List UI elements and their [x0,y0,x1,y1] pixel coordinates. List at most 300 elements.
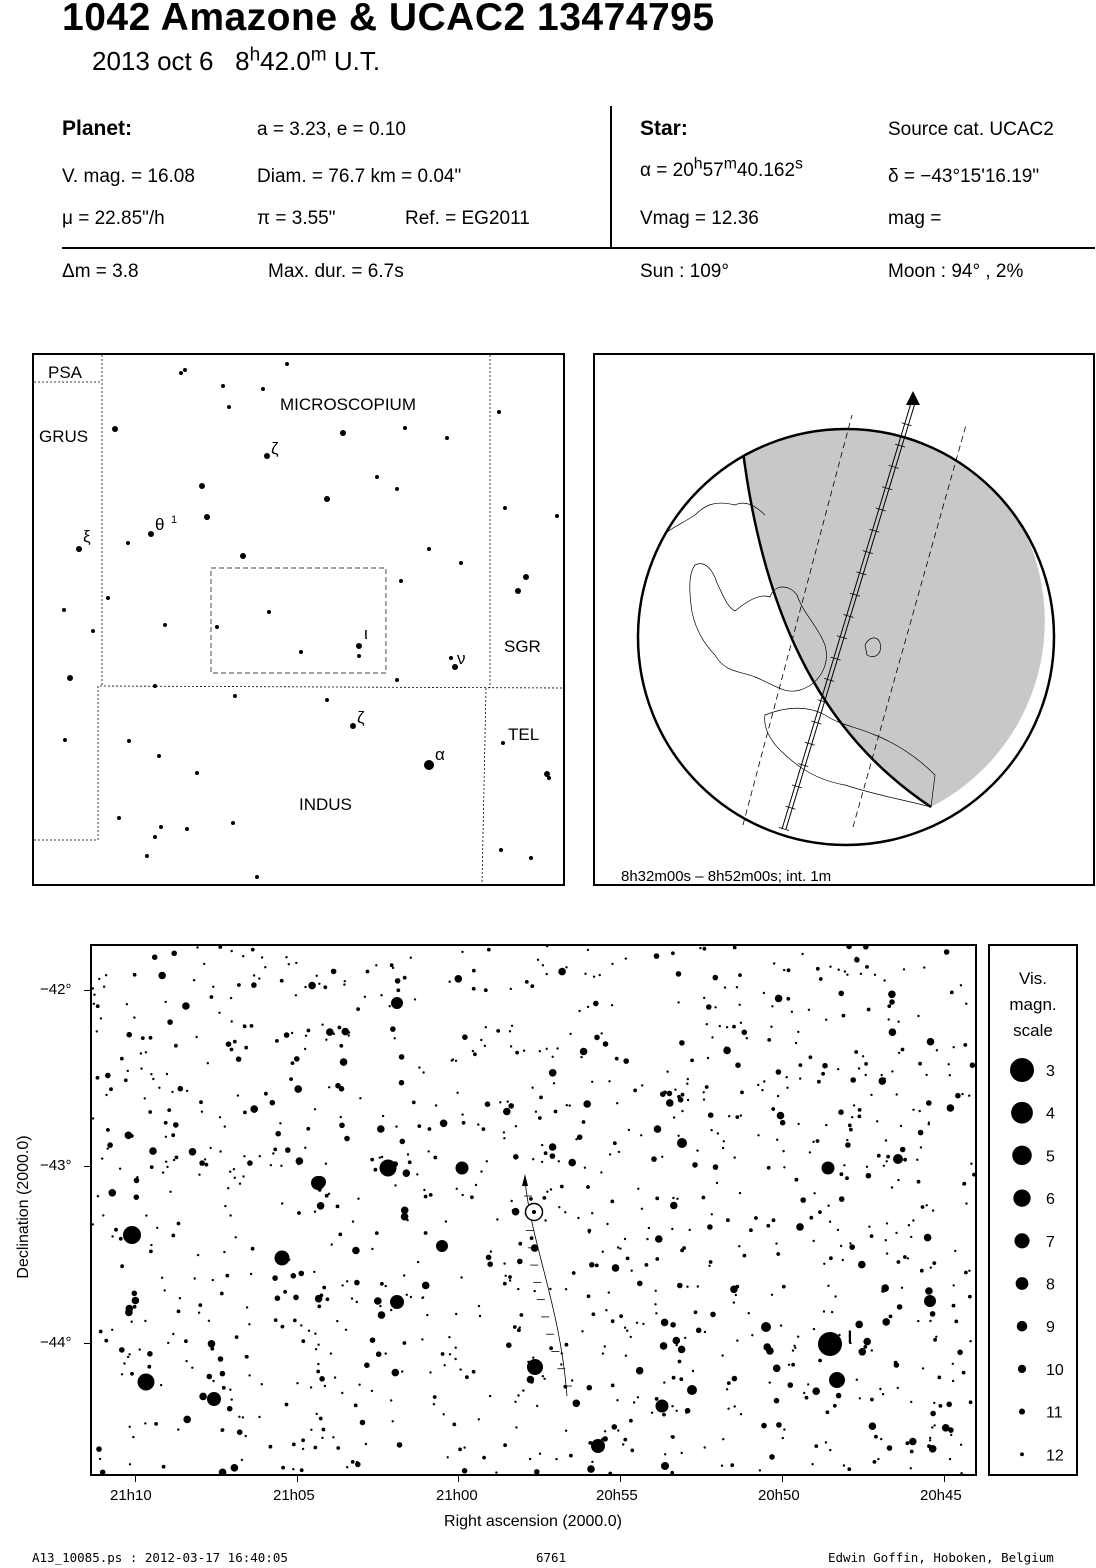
field-star [809,1055,813,1059]
field-star [886,1160,888,1162]
field-star [166,1166,168,1168]
field-star [901,1048,905,1052]
field-star [484,988,488,992]
finder-star [227,405,231,409]
field-star [243,1025,247,1029]
field-star [264,1092,268,1096]
field-star [424,1195,428,1199]
field-star [507,1100,509,1102]
field-star [883,1165,885,1167]
field-star [738,1245,740,1247]
field-star [447,1456,449,1458]
field-star [726,1026,728,1028]
magnitude-drop: Δm = 3.8 [62,261,139,282]
field-star [295,962,297,964]
field-star [609,1153,611,1155]
field-star [870,1398,874,1402]
field-star [264,966,266,968]
field-star [761,1423,767,1429]
field-star [126,1305,134,1313]
field-star [167,1108,171,1112]
field-star [546,1191,548,1193]
field-star [522,1389,524,1391]
field-star [608,1291,610,1293]
field-star [193,979,195,981]
field-star [537,959,539,961]
field-star [456,1188,458,1190]
field-star [918,1062,922,1066]
field-star [549,1143,557,1151]
field-star [774,1398,780,1404]
field-star [541,1144,543,1146]
field-star [165,1001,167,1003]
field-star [210,995,214,999]
field-star [690,1059,694,1063]
field-star [955,1093,961,1099]
field-star [156,1227,158,1229]
field-star [846,946,852,949]
finder-star [63,738,67,742]
field-star [458,1448,462,1452]
footer-author: Edwin Goffin, Hoboken, Belgium [828,1550,1054,1565]
field-star [478,1418,480,1420]
field-star [443,1413,445,1415]
field-star [224,1125,226,1127]
star-label-iota-mic: ι [364,624,368,643]
field-star [292,1468,294,1470]
field-star [485,1101,491,1107]
field-star [891,1186,893,1188]
field-star [449,981,451,983]
field-star [207,1374,213,1380]
field-star [751,1334,753,1336]
field-star [948,1063,950,1065]
field-star [539,1050,541,1052]
field-star [406,1219,408,1221]
field-star [351,1297,353,1299]
field-star [862,1055,864,1057]
field-star [829,1256,833,1260]
field-star [542,1196,546,1200]
field-star [581,1330,583,1332]
field-star [618,1151,620,1153]
field-star [888,1018,890,1020]
field-star [201,1111,203,1113]
field-star [509,1279,511,1281]
field-star [766,1224,770,1228]
field-star [449,1353,451,1355]
field-star [375,1231,379,1235]
field-star [721,1354,723,1356]
field-star [329,1030,331,1032]
field-star [241,1459,243,1461]
field-star [602,1352,604,1354]
field-star [394,1184,396,1186]
field-star [965,1003,967,1005]
field-star [556,1047,558,1049]
field-star [417,1124,421,1128]
field-star [671,1435,675,1439]
field-star [673,1337,681,1345]
field-star [897,1021,899,1023]
legend-swatch [1016,1277,1029,1290]
field-star [877,1154,881,1158]
field-star [791,1011,793,1013]
field-star [212,986,214,988]
field-star [275,1251,290,1266]
field-star [346,1280,348,1282]
field-star [527,1361,529,1363]
finder-star [195,771,199,775]
y-axis-title: Declination (2000.0) [15,1135,32,1279]
legend-mag-label: 3 [1046,1063,1055,1080]
field-star [96,1076,100,1080]
field-star [656,1400,669,1413]
planet-vmag: V. mag. = 16.08 [62,166,195,187]
field-star [584,973,586,975]
field-star [813,1328,815,1330]
field-star [569,1104,571,1106]
field-star [888,991,896,999]
field-star [171,951,177,957]
field-star [863,1338,871,1346]
field-star [809,1151,811,1153]
field-star [235,1236,237,1238]
field-star [364,1362,370,1368]
field-star [152,954,158,960]
field-star [840,1245,842,1247]
field-star [319,1376,325,1382]
finder-star [445,436,449,440]
field-star [792,1349,794,1351]
field-star [603,1041,609,1047]
field-star [599,974,601,976]
field-star [456,1092,458,1094]
field-star [812,1141,814,1143]
field-star [243,1155,245,1157]
field-star [511,1025,513,1027]
field-star [525,980,529,984]
field-star [837,1068,839,1070]
field-star [612,1424,618,1430]
field-star [332,1436,334,1438]
field-star [233,1040,237,1044]
field-star [949,1458,951,1460]
field-star [735,1285,739,1289]
field-star [529,1197,533,1201]
y-tick [84,990,90,991]
field-star [269,1445,273,1449]
field-star [716,1182,718,1184]
field-star [258,1416,260,1418]
field-star [173,1122,179,1128]
field-star [825,1019,827,1021]
field-star [158,1087,160,1089]
finder-star [503,506,507,510]
field-star [285,1403,289,1407]
field-star [734,1405,736,1407]
field-star [616,1399,618,1401]
field-star [224,1205,226,1207]
field-star [429,1193,433,1197]
field-star [703,1098,705,1100]
field-star [565,1288,567,1290]
field-star [887,1004,891,1008]
event-minutes: 42.0 [260,46,311,76]
field-star [472,1050,474,1052]
field-star [433,1395,437,1399]
field-star [99,1330,103,1334]
field-star [886,1155,890,1159]
field-star [823,1310,825,1312]
field-star [655,1257,659,1261]
field-star [771,1294,773,1296]
field-star [714,1006,716,1008]
field-star [472,969,476,973]
field-star [529,1458,531,1460]
field-star [452,1423,456,1427]
field-star [930,1311,936,1317]
field-star [797,1336,799,1338]
field-star [123,1362,125,1364]
x-tick [297,1476,298,1482]
field-star [903,968,905,970]
field-star [364,996,366,998]
field-star [126,1032,132,1038]
field-star [654,1125,662,1133]
field-star [879,1388,881,1390]
field-star [928,1122,930,1124]
field-star [251,1247,255,1251]
field-star [340,1116,342,1118]
field-star [242,955,244,957]
field-star [893,1154,903,1164]
field-star [797,1123,799,1125]
field-star [186,1090,188,1092]
field-star [272,1152,274,1154]
field-star [946,1402,952,1408]
field-star [179,1297,181,1299]
field-star [477,1123,479,1125]
field-star [929,1320,931,1322]
field-star [735,1062,741,1068]
field-star [763,1080,765,1082]
star-heading: Star: [640,117,688,140]
field-star [901,1287,903,1289]
field-star [604,1430,606,1432]
field-star [549,1288,551,1290]
field-star [132,1291,138,1297]
field-star [144,1097,146,1099]
field-star [900,1147,906,1153]
field-star [728,1115,730,1117]
field-star [882,1318,890,1326]
field-star [530,1236,534,1240]
field-star [120,1264,124,1268]
field-star [226,1041,232,1047]
legend-title-line: scale [1013,1021,1053,1040]
field-star [394,1037,396,1039]
field-star [851,1116,853,1118]
field-star [366,970,370,974]
field-star [673,1116,675,1118]
finder-star [357,654,361,658]
field-star [633,1401,635,1403]
legend-swatch [1019,1409,1025,1415]
field-star [577,1134,583,1140]
field-star [640,1134,642,1136]
y-tick-label: −42° [40,981,72,998]
field-star [777,1095,779,1097]
field-star [703,947,707,951]
field-star [291,1032,293,1034]
field-star [719,1025,721,1027]
field-star [626,1257,630,1261]
finder-star [497,410,501,414]
field-star [296,1382,298,1384]
field-star [195,1036,197,1038]
field-star [96,1446,102,1452]
field-star [970,1062,975,1068]
field-star [681,1452,683,1454]
field-star [957,1350,963,1356]
field-star [119,1347,125,1353]
field-star [318,1188,322,1192]
field-star [947,1104,955,1112]
field-star [294,1056,300,1062]
footer-number: 6761 [536,1550,567,1565]
field-star [543,1378,545,1380]
field-star [896,1093,898,1095]
finder-star [231,821,235,825]
finder-star [112,426,118,432]
field-star [600,1171,602,1173]
field-star [381,1156,383,1158]
header-rule [62,247,1095,249]
field-star [944,949,950,955]
field-star [127,1070,129,1072]
field-star [227,1406,233,1412]
field-star [619,1247,621,1249]
field-star [365,1443,367,1445]
field-star [630,1336,632,1338]
field-star [433,1403,435,1405]
field-star [300,1324,302,1326]
field-star [304,1147,306,1149]
field-star [149,1147,157,1155]
field-star [783,1166,785,1168]
field-star [461,1113,463,1115]
finder-map-canvas [34,355,563,884]
field-star [894,1362,900,1368]
star-chart-canvas [92,946,975,1474]
field-star [92,1117,94,1119]
field-star [969,1340,971,1342]
field-star [726,1388,728,1390]
finder-star [523,574,529,580]
constellation-tel: TEL [508,725,540,744]
field-star [421,1297,423,1299]
field-star [162,1465,166,1469]
field-star [740,1413,742,1415]
path-direction-arrow [906,391,920,405]
field-star [727,1408,729,1410]
field-star [678,1097,684,1103]
field-star [462,1034,468,1040]
field-star [612,1264,620,1272]
field-star [667,1091,673,1097]
field-star [334,1376,336,1378]
field-star [360,1420,366,1426]
field-star [889,1315,893,1319]
field-star [546,973,548,975]
field-star [678,1360,682,1364]
field-star [223,1251,225,1253]
field-star [626,1330,628,1332]
field-star [138,1374,155,1391]
field-star [346,1466,348,1468]
x-tick [135,1476,136,1482]
field-star [129,1463,131,1465]
field-star [274,1318,278,1322]
x-tick-label: 21h05 [273,1487,315,1504]
planet-parallax: π = 3.55" [257,208,336,229]
field-star [637,1396,639,1398]
globe-time-caption: 8h32m00s – 8h52m00s; int. 1m [621,868,832,884]
field-star [833,1404,837,1408]
field-star [455,1313,457,1315]
field-star [306,1127,310,1131]
field-star [120,1057,124,1061]
field-star [325,1163,327,1165]
finder-star [264,453,270,459]
field-star [834,1295,836,1297]
legend-mag-label: 12 [1046,1447,1064,1465]
field-star [661,1319,669,1327]
finder-star [267,610,271,614]
field-star [166,1073,168,1075]
field-star [584,1167,586,1169]
field-star [910,1236,912,1238]
field-star [310,1386,312,1388]
field-star [631,1270,633,1272]
field-star [167,1342,169,1344]
field-star [809,1216,813,1220]
field-star [910,1467,912,1469]
field-star [248,1374,250,1376]
field-star [920,1269,924,1273]
finder-star [179,371,183,375]
field-star [587,1465,595,1473]
field-star [220,1371,226,1377]
field-star [385,1352,387,1354]
field-star [897,1260,901,1264]
field-star [284,1032,290,1038]
field-star [803,1392,805,1394]
field-star [970,1163,972,1165]
field-star [930,1266,932,1268]
field-star [780,1324,782,1326]
field-star [748,1312,750,1314]
field-star [769,1381,771,1383]
field-star [818,1210,822,1214]
field-star [245,1435,247,1437]
field-star [739,1004,741,1006]
field-star [717,1132,719,1134]
field-star [403,1169,411,1177]
field-star [123,1226,141,1244]
field-star [759,1469,761,1471]
